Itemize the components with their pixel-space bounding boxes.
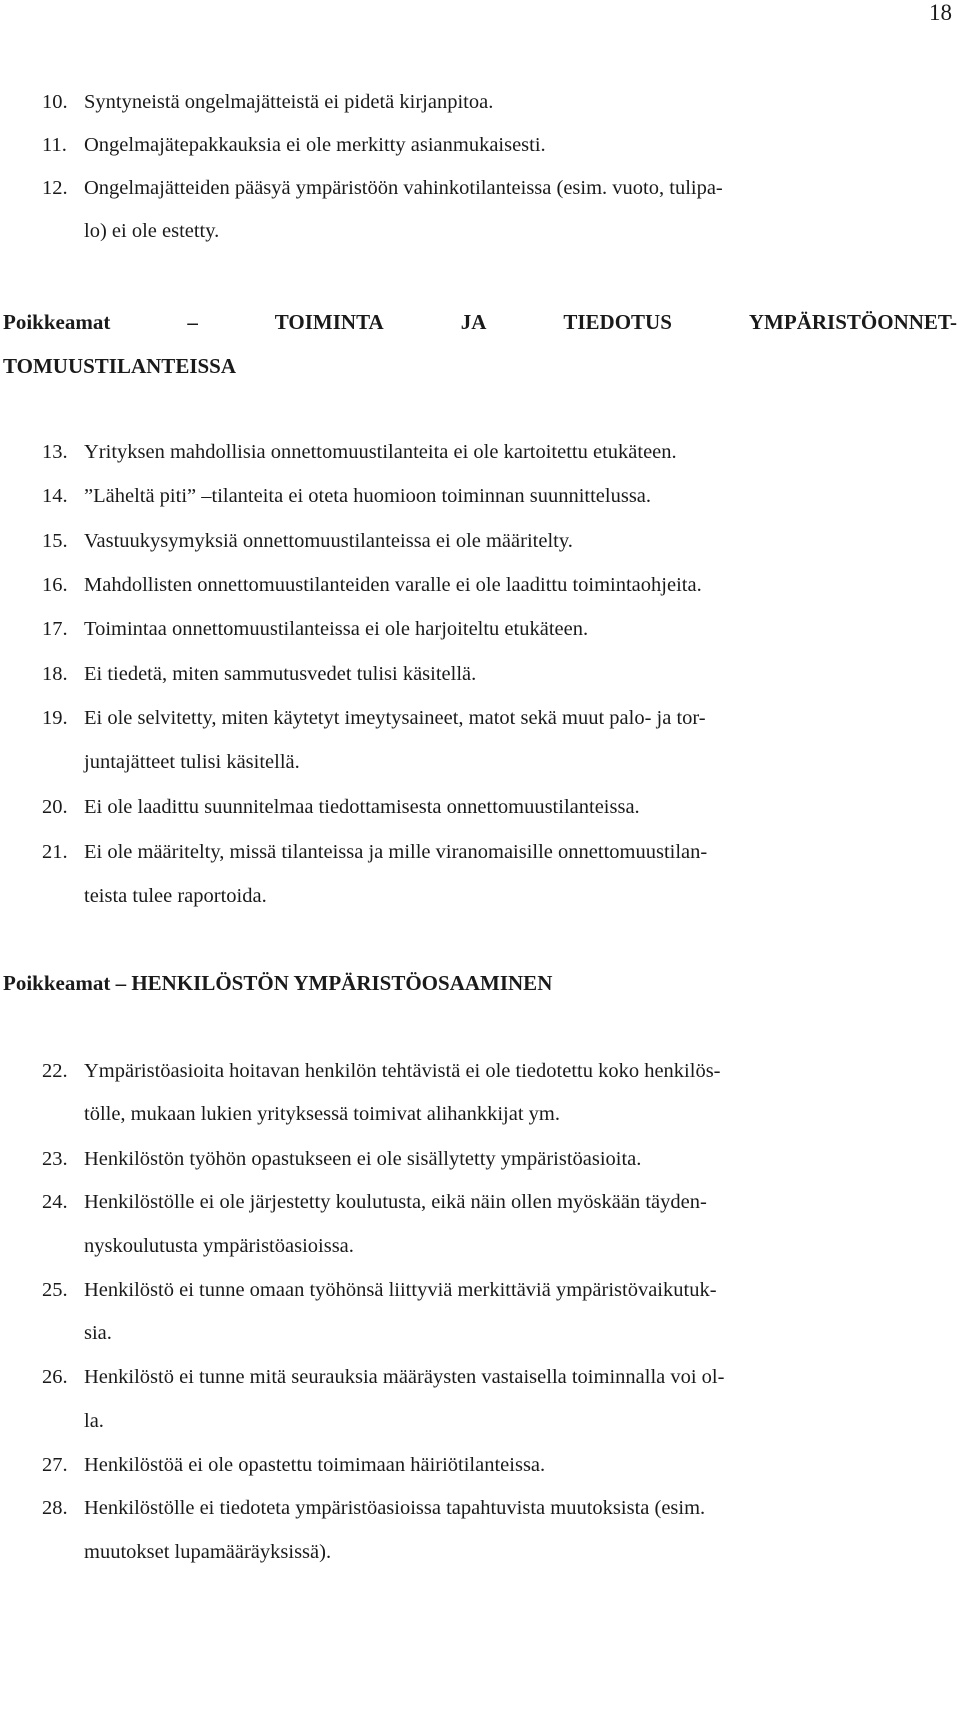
item-number: 15.: [42, 530, 68, 552]
item-continuation: muutokset lupamääräyksissä).: [84, 1541, 332, 1563]
heading-word: TOIMINTA: [274, 310, 384, 334]
item-number: 10.: [42, 91, 68, 113]
heading-word: Poikkeamat: [3, 310, 111, 334]
item-text: Mahdollisten onnettomuustilanteiden varalle ei ole laadittu toimintaohjeita.: [84, 574, 702, 596]
item-continuation: nyskoulutusta ympäristöasioissa.: [84, 1235, 354, 1257]
item-number: 13.: [42, 441, 68, 463]
item-text: Ympäristöasioita hoitavan henkilön tehtävistä ei ole tiedotettu koko henkilös-: [84, 1060, 721, 1082]
item-text: Yrityksen mahdollisia onnettomuustilanteita ei ole kartoitettu etukäteen.: [84, 441, 677, 463]
item-number: 16.: [42, 574, 68, 596]
section-heading-line2: TOMUUSTILANTEISSA: [3, 354, 237, 378]
item-number: 17.: [42, 618, 68, 640]
item-continuation: sia.: [84, 1322, 112, 1344]
item-number: 14.: [42, 485, 68, 507]
item-text: Henkilöstöä ei ole opastettu toimimaan häiriötilanteissa.: [84, 1454, 546, 1476]
item-text: Ei ole määritelty, missä tilanteissa ja mille viranomaisille onnettomuustilan-: [84, 841, 708, 863]
item-number: 28.: [42, 1497, 68, 1519]
item-number: 22.: [42, 1060, 68, 1082]
item-number: 23.: [42, 1148, 68, 1170]
item-continuation: teista tulee raportoida.: [84, 885, 267, 907]
item-continuation: tölle, mukaan lukien yrityksessä toimivat alihankkijat ym.: [84, 1103, 560, 1125]
item-text: Henkilöstön työhön opastukseen ei ole sisällytetty ympäristöasioita.: [84, 1148, 642, 1170]
item-text: Syntyneistä ongelmajätteistä ei pidetä kirjanpitoa.: [84, 91, 494, 113]
heading-word: TIEDOTUS: [563, 310, 672, 334]
item-text: Ei tiedetä, miten sammutusvedet tulisi käsitellä.: [84, 663, 477, 685]
heading-word: –: [187, 310, 198, 334]
item-number: 25.: [42, 1279, 68, 1301]
item-number: 24.: [42, 1191, 68, 1213]
heading-word: JA: [460, 310, 487, 334]
item-number: 12.: [42, 177, 68, 199]
item-text: Henkilöstölle ei tiedoteta ympäristöasioissa tapahtuvista muutoksista (esim.: [84, 1497, 706, 1519]
section-heading-line1: [3, 310, 957, 334]
item-text: Ongelmajätepakkauksia ei ole merkitty asianmukaisesti.: [84, 134, 546, 156]
item-number: 18.: [42, 663, 68, 685]
item-continuation: la.: [84, 1410, 104, 1432]
page-number: 18: [929, 0, 952, 25]
item-number: 20.: [42, 796, 68, 818]
item-text: Toimintaa onnettomuustilanteissa ei ole harjoiteltu etukäteen.: [84, 618, 589, 640]
item-text: ”Läheltä piti” –tilanteita ei oteta huomioon toiminnan suunnittelussa.: [84, 485, 652, 507]
section-heading: Poikkeamat – HENKILÖSTÖN YMPÄRISTÖOSAAMINEN: [3, 971, 553, 995]
item-text: Henkilöstö ei tunne mitä seurauksia määräysten vastaisella toiminnalla voi ol-: [84, 1366, 725, 1388]
item-continuation: lo) ei ole estetty.: [84, 220, 220, 242]
item-text: Ongelmajätteiden pääsyä ympäristöön vahinkotilanteissa (esim. vuoto, tulipa-: [84, 177, 723, 199]
item-text: Henkilöstölle ei ole järjestetty koulutusta, eikä näin ollen myöskään täyden-: [84, 1191, 707, 1213]
item-number: 19.: [42, 707, 68, 729]
heading-word: YMPÄRISTÖONNET-: [748, 310, 957, 334]
item-text: Henkilöstö ei tunne omaan työhönsä liittyviä merkittäviä ympäristövaikutuk-: [84, 1279, 717, 1301]
item-text: Ei ole laadittu suunnitelmaa tiedottamisesta onnettomuustilanteissa.: [84, 796, 640, 818]
item-number: 21.: [42, 841, 68, 863]
item-continuation: juntajätteet tulisi käsitellä.: [84, 751, 300, 773]
item-number: 11.: [42, 134, 67, 156]
item-number: 26.: [42, 1366, 68, 1388]
item-text: Vastuukysymyksiä onnettomuustilanteissa ei ole määritelty.: [84, 530, 573, 552]
item-text: Ei ole selvitetty, miten käytetyt imeytysaineet, matot sekä muut palo- ja tor-: [84, 707, 706, 729]
item-number: 27.: [42, 1454, 68, 1476]
